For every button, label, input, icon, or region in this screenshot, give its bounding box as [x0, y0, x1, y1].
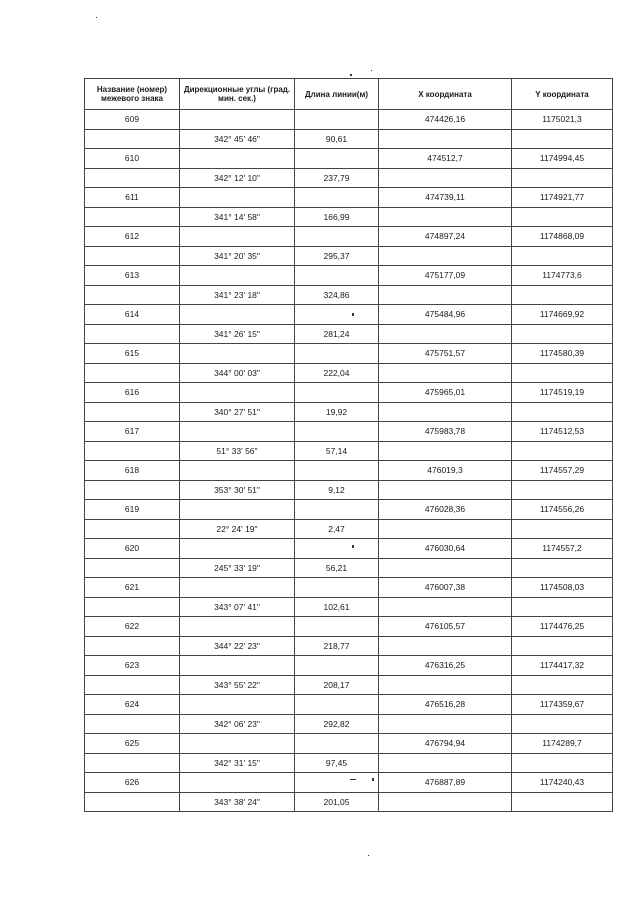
empty-cell [379, 480, 512, 500]
point-name: 624 [85, 695, 180, 715]
y-coordinate: 1174359,67 [512, 695, 613, 715]
empty-cell [512, 207, 613, 227]
empty-cell [180, 617, 295, 637]
empty-cell [180, 344, 295, 364]
line-length: 218,77 [295, 636, 379, 656]
y-coordinate: 1174289,7 [512, 734, 613, 754]
y-coordinate: 1174580,39 [512, 344, 613, 364]
empty-cell [180, 773, 295, 793]
y-coordinate: 1174476,25 [512, 617, 613, 637]
x-coordinate: 474739,11 [379, 188, 512, 208]
point-row [85, 110, 613, 130]
direction-angle: 343° 38' 24" [180, 792, 295, 812]
empty-cell [295, 383, 379, 403]
y-coordinate: 1174994,45 [512, 149, 613, 169]
empty-cell [180, 188, 295, 208]
segment-row [85, 129, 613, 149]
direction-angle: 341° 26' 15" [180, 324, 295, 344]
scan-speck [352, 313, 354, 316]
empty-cell [180, 734, 295, 754]
point-name: 612 [85, 227, 180, 247]
line-length: 324,86 [295, 285, 379, 305]
direction-angle: 245° 33' 19" [180, 558, 295, 578]
segment-row [85, 441, 613, 461]
empty-cell [85, 753, 180, 773]
direction-angle: 353° 30' 51" [180, 480, 295, 500]
x-coordinate: 476019,3 [379, 461, 512, 481]
scan-speck [350, 779, 356, 780]
x-coordinate: 476028,36 [379, 500, 512, 520]
segment-row [85, 636, 613, 656]
scan-speck [96, 17, 97, 18]
line-length: 237,79 [295, 168, 379, 188]
direction-angle: 51° 33' 56" [180, 441, 295, 461]
line-length: 222,04 [295, 363, 379, 383]
empty-cell [295, 461, 379, 481]
empty-cell [512, 597, 613, 617]
x-coordinate: 476030,64 [379, 539, 512, 559]
empty-cell [180, 422, 295, 442]
empty-cell [512, 363, 613, 383]
point-name: 609 [85, 110, 180, 130]
segment-row [85, 480, 613, 500]
empty-cell [379, 675, 512, 695]
segment-row [85, 753, 613, 773]
segment-row [85, 714, 613, 734]
segment-row [85, 792, 613, 812]
empty-cell [379, 636, 512, 656]
point-name: 615 [85, 344, 180, 364]
empty-cell [379, 597, 512, 617]
empty-cell [512, 441, 613, 461]
direction-angle: 340° 27' 51" [180, 402, 295, 422]
line-length: 57,14 [295, 441, 379, 461]
direction-angle: 341° 14' 58" [180, 207, 295, 227]
direction-angle: 344° 00' 03" [180, 363, 295, 383]
direction-angle: 342° 06' 23" [180, 714, 295, 734]
empty-cell [85, 207, 180, 227]
x-coordinate: 476794,94 [379, 734, 512, 754]
scan-speck [372, 778, 374, 781]
empty-cell [295, 539, 379, 559]
empty-cell [379, 324, 512, 344]
empty-cell [379, 246, 512, 266]
y-coordinate: 1174868,09 [512, 227, 613, 247]
empty-cell [512, 714, 613, 734]
point-name: 614 [85, 305, 180, 325]
header-line-length: Длина линии(м) [295, 79, 379, 110]
direction-angle: 343° 55' 22" [180, 675, 295, 695]
x-coordinate: 476516,28 [379, 695, 512, 715]
x-coordinate: 475484,96 [379, 305, 512, 325]
point-row [85, 617, 613, 637]
scan-speck [371, 70, 372, 71]
point-name: 618 [85, 461, 180, 481]
empty-cell [512, 324, 613, 344]
x-coordinate: 474426,16 [379, 110, 512, 130]
point-row [85, 422, 613, 442]
direction-angle: 342° 12' 10" [180, 168, 295, 188]
y-coordinate: 1174508,03 [512, 578, 613, 598]
point-name: 613 [85, 266, 180, 286]
empty-cell [379, 402, 512, 422]
empty-cell [180, 695, 295, 715]
empty-cell [512, 792, 613, 812]
empty-cell [295, 578, 379, 598]
empty-cell [295, 422, 379, 442]
empty-cell [295, 149, 379, 169]
empty-cell [512, 519, 613, 539]
segment-row [85, 285, 613, 305]
point-name: 625 [85, 734, 180, 754]
x-coordinate: 476887,89 [379, 773, 512, 793]
header-y-coordinate: Y координата [512, 79, 613, 110]
x-coordinate: 476105,57 [379, 617, 512, 637]
header-x-coordinate: X координата [379, 79, 512, 110]
empty-cell [512, 168, 613, 188]
point-row [85, 734, 613, 754]
line-length: 201,05 [295, 792, 379, 812]
point-row [85, 383, 613, 403]
y-coordinate: 1174519,19 [512, 383, 613, 403]
empty-cell [180, 539, 295, 559]
direction-angle: 342° 31' 15" [180, 753, 295, 773]
point-row [85, 227, 613, 247]
empty-cell [180, 110, 295, 130]
point-row [85, 149, 613, 169]
scan-speck [368, 855, 369, 856]
empty-cell [295, 773, 379, 793]
point-row [85, 266, 613, 286]
x-coordinate: 474512,7 [379, 149, 512, 169]
empty-cell [180, 305, 295, 325]
point-name: 623 [85, 656, 180, 676]
point-name: 616 [85, 383, 180, 403]
empty-cell [85, 324, 180, 344]
line-length: 90,61 [295, 129, 379, 149]
x-coordinate: 475965,01 [379, 383, 512, 403]
x-coordinate: 475751,57 [379, 344, 512, 364]
empty-cell [295, 656, 379, 676]
y-coordinate: 1174557,2 [512, 539, 613, 559]
point-row [85, 500, 613, 520]
empty-cell [379, 519, 512, 539]
empty-cell [512, 402, 613, 422]
empty-cell [295, 617, 379, 637]
point-row [85, 461, 613, 481]
empty-cell [295, 266, 379, 286]
line-length: 281,24 [295, 324, 379, 344]
empty-cell [180, 500, 295, 520]
empty-cell [85, 480, 180, 500]
point-name: 617 [85, 422, 180, 442]
empty-cell [379, 168, 512, 188]
y-coordinate: 1174773,6 [512, 266, 613, 286]
empty-cell [85, 285, 180, 305]
empty-cell [85, 636, 180, 656]
empty-cell [85, 441, 180, 461]
empty-cell [379, 792, 512, 812]
empty-cell [180, 656, 295, 676]
empty-cell [512, 558, 613, 578]
empty-cell [85, 363, 180, 383]
y-coordinate: 1174669,92 [512, 305, 613, 325]
empty-cell [295, 227, 379, 247]
x-coordinate: 475983,78 [379, 422, 512, 442]
point-name: 619 [85, 500, 180, 520]
point-name: 610 [85, 149, 180, 169]
direction-angle: 343° 07' 41" [180, 597, 295, 617]
x-coordinate: 476316,25 [379, 656, 512, 676]
header-row [85, 79, 613, 110]
empty-cell [85, 246, 180, 266]
empty-cell [85, 402, 180, 422]
scan-speck [350, 74, 352, 76]
line-length: 9,12 [295, 480, 379, 500]
line-length: 19,92 [295, 402, 379, 422]
direction-angle: 341° 23' 18" [180, 285, 295, 305]
empty-cell [295, 188, 379, 208]
empty-cell [180, 227, 295, 247]
empty-cell [379, 285, 512, 305]
empty-cell [512, 636, 613, 656]
line-length: 102,61 [295, 597, 379, 617]
x-coordinate: 476007,38 [379, 578, 512, 598]
point-row [85, 578, 613, 598]
empty-cell [85, 675, 180, 695]
boundary-coordinates-table [84, 78, 613, 812]
y-coordinate: 1175021,3 [512, 110, 613, 130]
empty-cell [180, 383, 295, 403]
point-row [85, 344, 613, 364]
empty-cell [512, 129, 613, 149]
table-body [85, 110, 613, 812]
empty-cell [180, 149, 295, 169]
point-name: 620 [85, 539, 180, 559]
point-row [85, 539, 613, 559]
empty-cell [379, 753, 512, 773]
direction-angle: 342° 45' 46" [180, 129, 295, 149]
header-point-name: Название (номер) межевого знака [85, 79, 180, 110]
point-name: 611 [85, 188, 180, 208]
direction-angle: 341° 20' 35" [180, 246, 295, 266]
line-length: 97,45 [295, 753, 379, 773]
empty-cell [85, 558, 180, 578]
line-length: 56,21 [295, 558, 379, 578]
point-row [85, 188, 613, 208]
empty-cell [85, 597, 180, 617]
empty-cell [512, 753, 613, 773]
empty-cell [85, 168, 180, 188]
segment-row [85, 363, 613, 383]
empty-cell [379, 441, 512, 461]
empty-cell [295, 305, 379, 325]
empty-cell [85, 519, 180, 539]
line-length: 292,82 [295, 714, 379, 734]
empty-cell [180, 461, 295, 481]
empty-cell [295, 734, 379, 754]
line-length: 295,37 [295, 246, 379, 266]
empty-cell [295, 500, 379, 520]
empty-cell [512, 246, 613, 266]
y-coordinate: 1174240,43 [512, 773, 613, 793]
x-coordinate: 474897,24 [379, 227, 512, 247]
empty-cell [512, 285, 613, 305]
header-direction-angle: Дирекционные углы (град. мин. сек.) [180, 79, 295, 110]
empty-cell [295, 344, 379, 364]
segment-row [85, 324, 613, 344]
direction-angle: 344° 22' 23" [180, 636, 295, 656]
y-coordinate: 1174417,32 [512, 656, 613, 676]
empty-cell [512, 675, 613, 695]
point-row [85, 773, 613, 793]
empty-cell [180, 266, 295, 286]
y-coordinate: 1174557,29 [512, 461, 613, 481]
scan-speck [352, 545, 354, 548]
y-coordinate: 1174512,53 [512, 422, 613, 442]
empty-cell [85, 714, 180, 734]
segment-row [85, 402, 613, 422]
empty-cell [295, 695, 379, 715]
empty-cell [85, 129, 180, 149]
segment-row [85, 519, 613, 539]
segment-row [85, 675, 613, 695]
point-row [85, 305, 613, 325]
empty-cell [295, 110, 379, 130]
point-name: 622 [85, 617, 180, 637]
point-row [85, 656, 613, 676]
segment-row [85, 168, 613, 188]
segment-row [85, 558, 613, 578]
empty-cell [180, 578, 295, 598]
empty-cell [379, 207, 512, 227]
segment-row [85, 597, 613, 617]
segment-row [85, 207, 613, 227]
y-coordinate: 1174921,77 [512, 188, 613, 208]
empty-cell [85, 792, 180, 812]
empty-cell [379, 714, 512, 734]
empty-cell [379, 558, 512, 578]
segment-row [85, 246, 613, 266]
empty-cell [379, 129, 512, 149]
direction-angle: 22° 24' 19" [180, 519, 295, 539]
empty-cell [512, 480, 613, 500]
point-name: 621 [85, 578, 180, 598]
x-coordinate: 475177,09 [379, 266, 512, 286]
line-length: 2,47 [295, 519, 379, 539]
line-length: 166,99 [295, 207, 379, 227]
point-row [85, 695, 613, 715]
y-coordinate: 1174556,26 [512, 500, 613, 520]
empty-cell [379, 363, 512, 383]
point-name: 626 [85, 773, 180, 793]
line-length: 208,17 [295, 675, 379, 695]
